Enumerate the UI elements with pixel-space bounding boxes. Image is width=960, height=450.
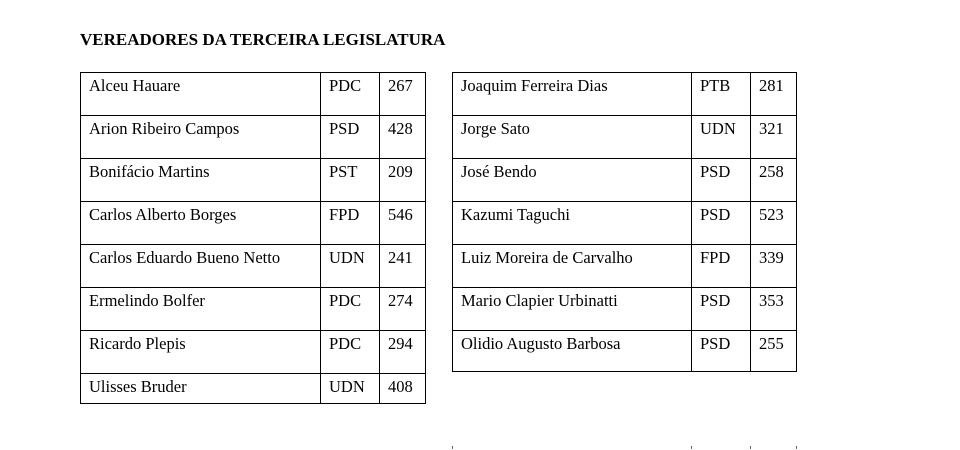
- votes-cell: 209: [380, 159, 426, 202]
- party-cell: PSD: [321, 116, 380, 159]
- councilor-name-cell: Olidio Augusto Barbosa: [453, 331, 692, 372]
- party-cell: PTB: [692, 73, 751, 116]
- councilor-name-cell: Carlos Alberto Borges: [81, 202, 321, 245]
- table-row: [81, 202, 426, 245]
- councilor-name-cell: Joaquim Ferreira Dias: [453, 73, 692, 116]
- votes-cell: 353: [751, 288, 797, 331]
- table-row: [453, 73, 797, 116]
- councilor-name-cell: Ulisses Bruder: [81, 374, 321, 404]
- table-row: [81, 374, 426, 404]
- table-row: [81, 245, 426, 288]
- party-cell: UDN: [321, 245, 380, 288]
- party-cell: PDC: [321, 288, 380, 331]
- table-row: [81, 116, 426, 159]
- votes-cell: 258: [751, 159, 797, 202]
- votes-cell: 546: [380, 202, 426, 245]
- votes-cell: 428: [380, 116, 426, 159]
- table-row: [453, 116, 797, 159]
- party-cell: PSD: [692, 331, 751, 372]
- table-row: [81, 159, 426, 202]
- page-break-mark: [691, 446, 692, 449]
- council-table-right: [452, 72, 797, 372]
- votes-cell: 255: [751, 331, 797, 372]
- party-cell: FPD: [692, 245, 751, 288]
- party-cell: PDC: [321, 73, 380, 116]
- votes-cell: 267: [380, 73, 426, 116]
- councilor-name-cell: Bonifácio Martins: [81, 159, 321, 202]
- councilor-name-cell: Kazumi Taguchi: [453, 202, 692, 245]
- votes-cell: 523: [751, 202, 797, 245]
- party-cell: PSD: [692, 202, 751, 245]
- table-row: [453, 331, 797, 372]
- votes-cell: 339: [751, 245, 797, 288]
- table-row: [81, 288, 426, 331]
- councilor-name-cell: José Bendo: [453, 159, 692, 202]
- table-row: [453, 202, 797, 245]
- councilor-name-cell: Luiz Moreira de Carvalho: [453, 245, 692, 288]
- table-row: [81, 331, 426, 374]
- votes-cell: 408: [380, 374, 426, 404]
- votes-cell: 294: [380, 331, 426, 374]
- councilor-name-cell: Carlos Eduardo Bueno Netto: [81, 245, 321, 288]
- party-cell: PSD: [692, 159, 751, 202]
- page-break-mark: [796, 446, 797, 449]
- votes-cell: 281: [751, 73, 797, 116]
- table-row: [81, 73, 426, 116]
- councilor-name-cell: Mario Clapier Urbinatti: [453, 288, 692, 331]
- party-cell: PST: [321, 159, 380, 202]
- page-break-mark: [750, 446, 751, 449]
- party-cell: FPD: [321, 202, 380, 245]
- table-row: [453, 159, 797, 202]
- councilor-name-cell: Ermelindo Bolfer: [81, 288, 321, 331]
- votes-cell: 274: [380, 288, 426, 331]
- council-table-left: [80, 72, 426, 404]
- table-row: [453, 288, 797, 331]
- table-row: [453, 245, 797, 288]
- party-cell: PSD: [692, 288, 751, 331]
- votes-cell: 321: [751, 116, 797, 159]
- councilor-name-cell: Arion Ribeiro Campos: [81, 116, 321, 159]
- page-title: VEREADORES DA TERCEIRA LEGISLATURA: [80, 30, 446, 49]
- party-cell: UDN: [692, 116, 751, 159]
- votes-cell: 241: [380, 245, 426, 288]
- page-break-mark: [452, 446, 453, 449]
- councilor-name-cell: Alceu Hauare: [81, 73, 321, 116]
- councilor-name-cell: Jorge Sato: [453, 116, 692, 159]
- councilor-name-cell: Ricardo Plepis: [81, 331, 321, 374]
- party-cell: UDN: [321, 374, 380, 404]
- party-cell: PDC: [321, 331, 380, 374]
